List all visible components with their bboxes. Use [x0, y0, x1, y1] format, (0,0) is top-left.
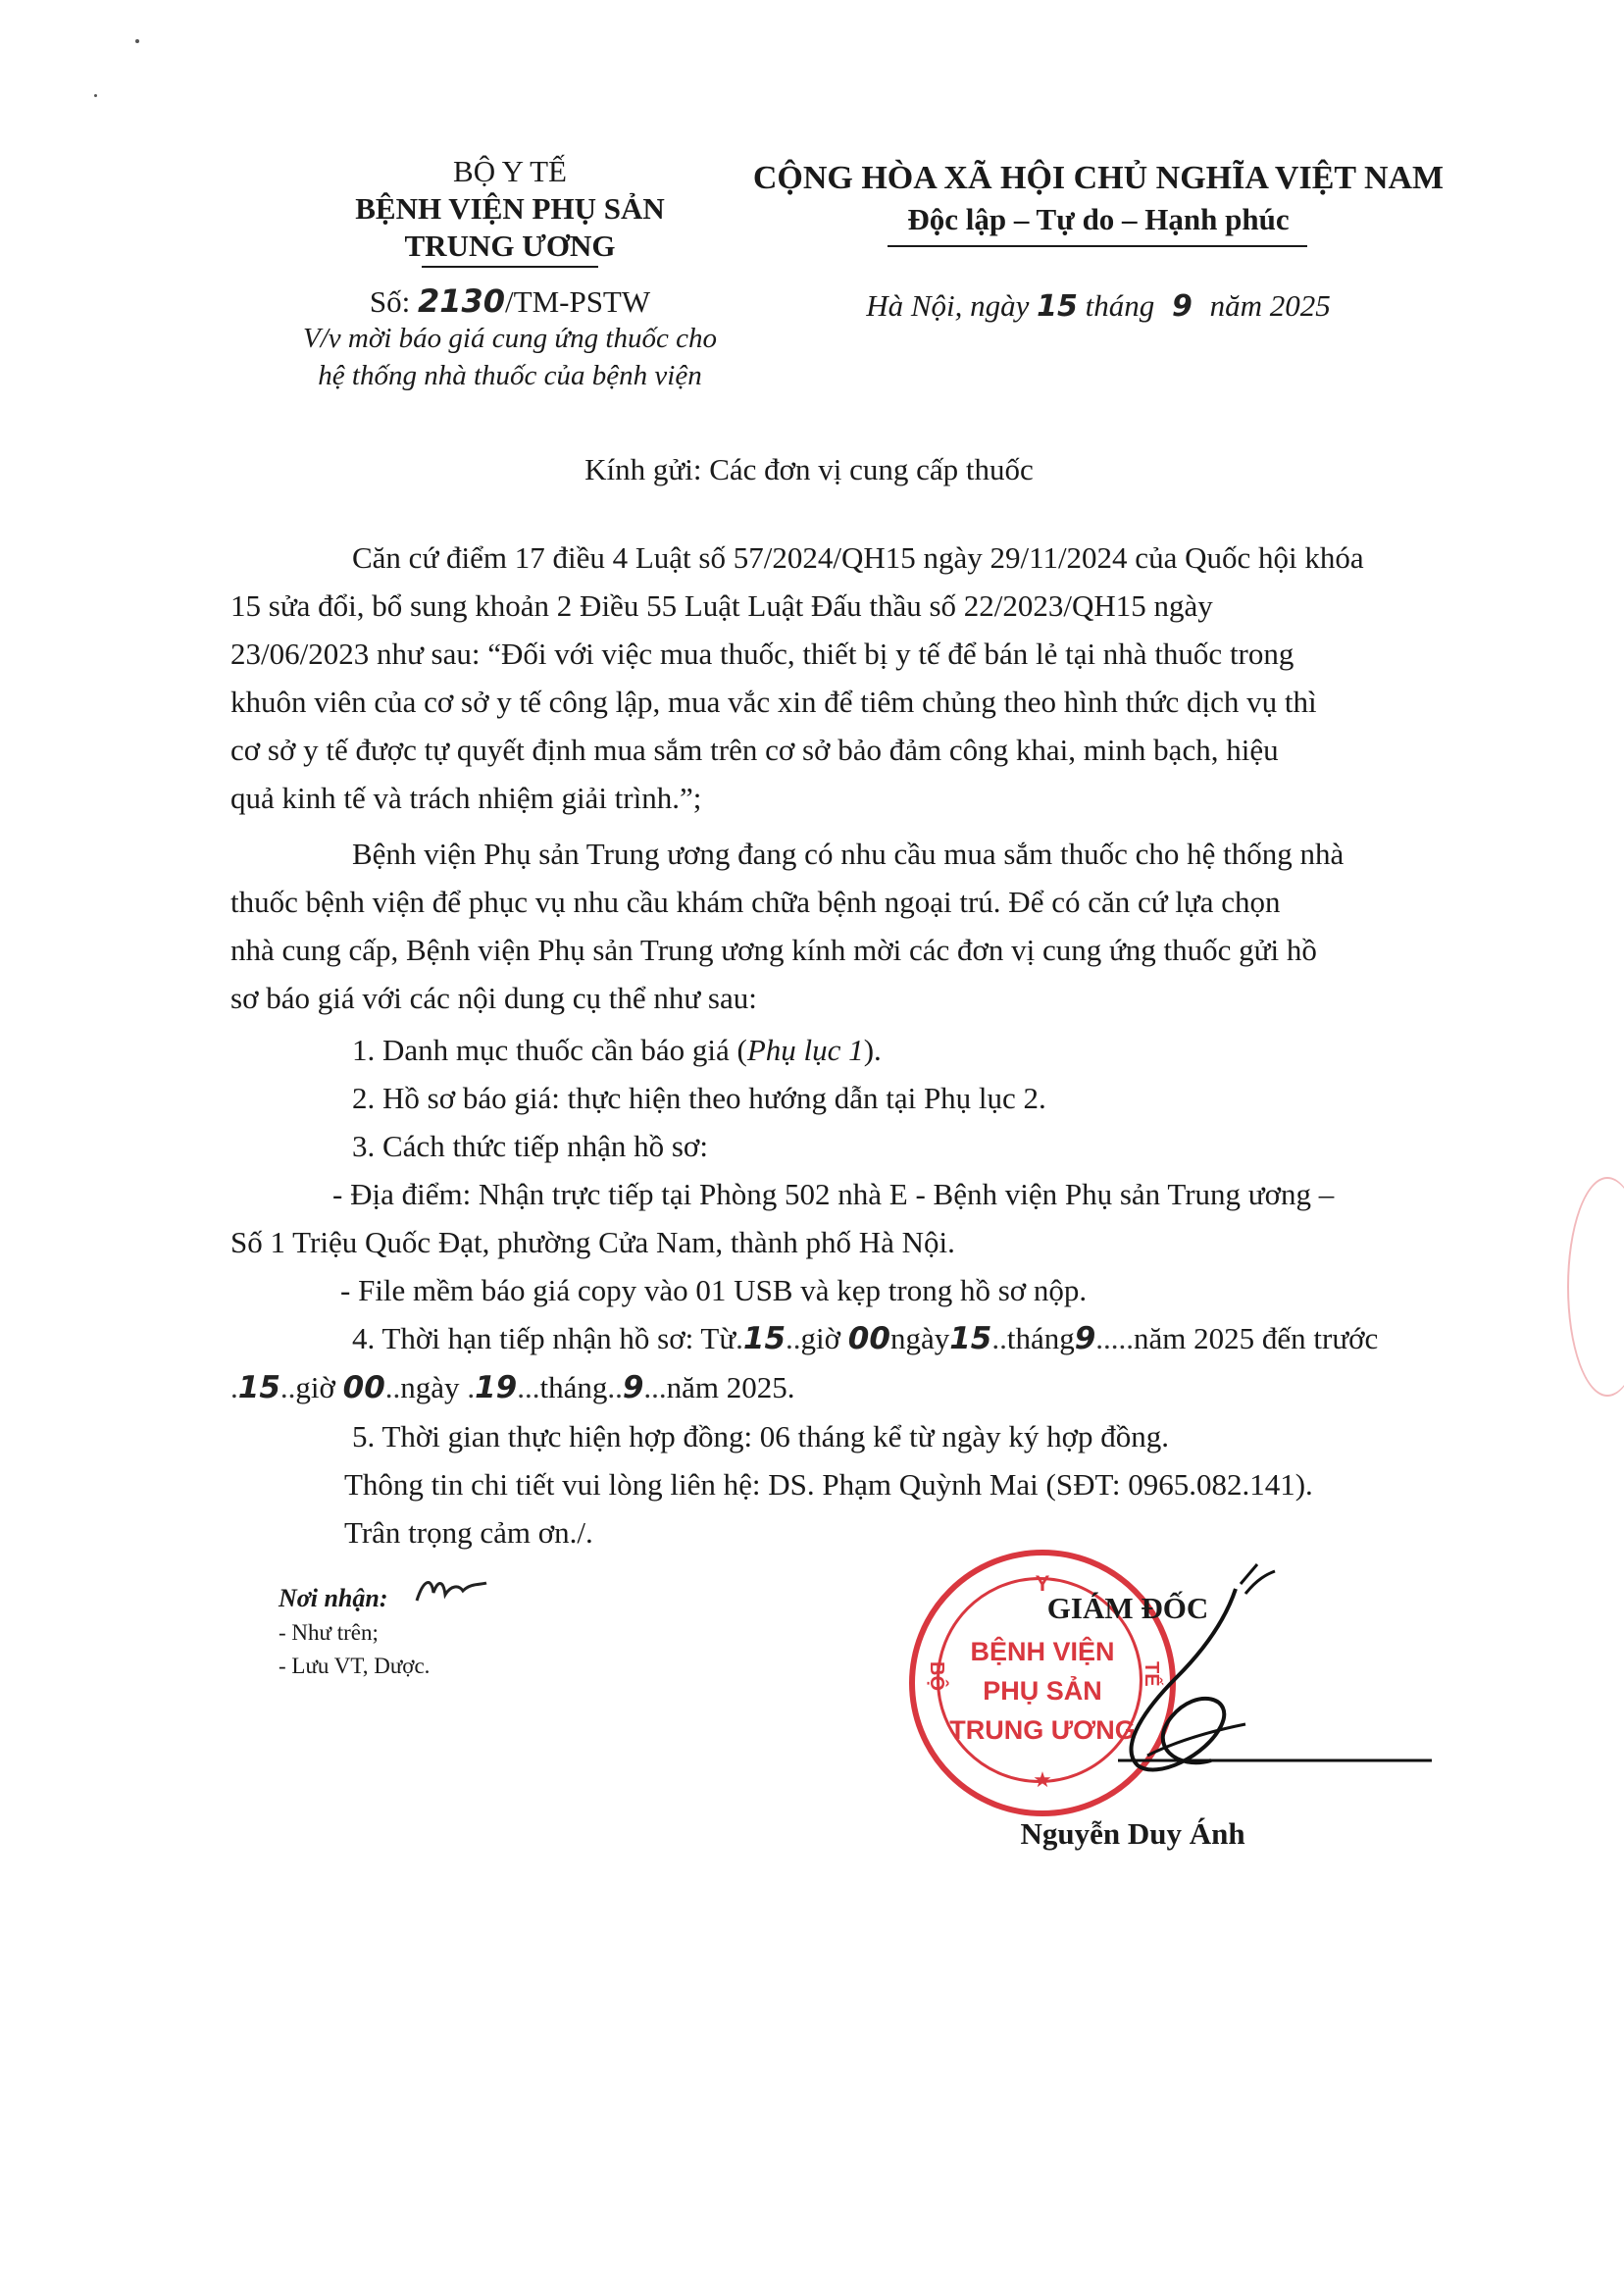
to-month: 9	[622, 1370, 644, 1405]
from-hour: 15	[742, 1321, 787, 1356]
item-4-range-end: năm 2025 đến trước	[1134, 1321, 1379, 1355]
date-month-label: tháng	[1085, 288, 1155, 323]
number-prefix: Số:	[369, 284, 411, 319]
from-day-label: ngày	[889, 1321, 950, 1355]
item-1-text: 1. Danh mục thuốc cần báo giá (	[352, 1033, 747, 1067]
to-hour: 15	[237, 1370, 280, 1405]
p1-line6: quả kinh tế và trách nhiệm giải trình.”;	[230, 781, 702, 815]
p1-line1: Căn cứ điểm 17 điều 4 Luật số 57/2024/QH15 ngày 29/11/2024 của Quốc hội khóa	[352, 540, 1364, 575]
star-icon: ★	[1033, 1767, 1052, 1792]
number-suffix: /TM-PSTW	[505, 284, 651, 319]
subject-line2: hệ thống nhà thuốc của bệnh viện	[318, 360, 702, 391]
date-line	[755, 286, 1442, 327]
initial-mark	[412, 1571, 490, 1610]
recipients-title: Nơi nhận:	[279, 1584, 388, 1612]
paragraph-1	[230, 534, 1466, 822]
date-month: 9	[1172, 289, 1193, 324]
items-list	[230, 1026, 1466, 1556]
to-day-label: ngày	[400, 1370, 460, 1404]
hospital-name-line1: BỆNH VIỆN PHỤ SẢN	[355, 191, 665, 226]
stamp-right-word: TẾ	[1141, 1661, 1162, 1687]
p2-line2: thuốc bệnh viện để phục vụ nhu cầu khám chữa bệnh ngoại trú. Để có căn cứ lựa chọn	[230, 885, 1281, 919]
ministry-name: BỘ Y TẾ	[453, 154, 567, 188]
signer-position: GIÁM ĐỐC	[1046, 1591, 1209, 1625]
recipients-line2: - Lưu VT, Dược.	[279, 1654, 431, 1678]
item-1-appendix: Phụ lục 1	[746, 1033, 864, 1067]
file-line: - File mềm báo giá copy vào 01 USB và kẹp trong hồ sơ nộp.	[340, 1273, 1088, 1307]
to-month-label: tháng	[539, 1370, 608, 1404]
p2-line4: sơ báo giá với các nội dung cụ thể như sau:	[230, 981, 757, 1015]
from-day: 15	[949, 1321, 992, 1356]
subject-line1: V/v mời báo giá cung ứng thuốc cho	[303, 323, 717, 354]
to-day: 19	[475, 1370, 518, 1405]
stamp-left-word: BỘ	[926, 1661, 947, 1691]
p2-line1: Bệnh viện Phụ sản Trung ương đang có nhu cầu mua sắm thuốc cho hệ thống nhà	[352, 837, 1345, 871]
stamp-line2: PHỤ SẢN	[983, 1676, 1102, 1706]
p2-line3: nhà cung cấp, Bệnh viện Phụ sản Trung ương kính mời các đơn vị cung ứng thuốc gửi hồ	[230, 933, 1317, 967]
item-1-end: ).	[863, 1033, 882, 1067]
date-day: 15	[1037, 289, 1078, 324]
header-right	[716, 157, 1481, 239]
number-value: 2130	[417, 282, 506, 320]
stamp-top-letter: Y	[1035, 1571, 1050, 1596]
to-hour-label: giờ	[295, 1370, 335, 1404]
from-minute: 00	[847, 1321, 890, 1356]
to-year: năm 2025.	[666, 1370, 795, 1404]
handwritten-signature	[1000, 1559, 1451, 1805]
header-left-underline	[422, 266, 598, 268]
signer-name: Nguyễn Duy Ánh	[1020, 1816, 1245, 1851]
header-left	[245, 153, 775, 265]
item-4-label: 4. Thời hạn tiếp nhận hồ sơ: Từ	[352, 1321, 736, 1355]
item-1	[230, 1026, 1466, 1074]
hospital-name-line2: TRUNG ƯƠNG	[404, 229, 616, 263]
stamp-line1: BỆNH VIỆN	[970, 1637, 1115, 1666]
from-month: 9	[1074, 1321, 1096, 1356]
from-hour-label: giờ	[800, 1321, 841, 1355]
item-3: 3. Cách thức tiếp nhận hồ sơ:	[352, 1129, 708, 1163]
recipients-line1: - Như trên;	[279, 1620, 379, 1645]
subject	[245, 320, 775, 394]
motto-underline	[888, 245, 1307, 247]
stamp-line3: TRUNG ƯƠNG	[949, 1715, 1136, 1745]
item-4-line1: 4. Thời hạn tiếp nhận hồ sơ: Từ.15..giờ 00ngày15..tháng9.....năm 2025 đến trước	[352, 1321, 1379, 1356]
p1-line3: 23/06/2023 như sau: “Đối với việc mua thuốc, thiết bị y tế để bán lẻ tại nhà thuốc trong	[230, 637, 1294, 671]
recipient-line: Kính gửi: Các đơn vị cung cấp thuốc	[584, 452, 1034, 486]
item-4-line2: .15..giờ 00..ngày .19...tháng..9...năm 2025.	[230, 1370, 795, 1405]
scan-speck	[94, 94, 97, 97]
motto: Độc lập – Tự do – Hạnh phúc	[907, 202, 1290, 236]
item-2: 2. Hồ sơ báo giá: thực hiện theo hướng dẫn tại Phụ lục 2.	[352, 1081, 1046, 1115]
scan-speck	[135, 39, 139, 43]
p1-line4: khuôn viên của cơ sở y tế công lập, mua vắc xin để tiêm chủng theo hình thức dịch vụ thì	[230, 685, 1317, 719]
from-month-label: tháng	[1006, 1321, 1075, 1355]
edge-stamp-mark	[1567, 1177, 1624, 1397]
document-number	[245, 282, 775, 321]
paragraph-2	[230, 830, 1466, 1022]
p1-line5: cơ sở y tế được tự quyết định mua sắm trên cơ sở bảo đảm công khai, minh bạch, hiệu	[230, 733, 1279, 767]
date-year: năm 2025	[1209, 288, 1331, 323]
contact-line: Thông tin chi tiết vui lòng liên hệ: DS. Phạm Quỳnh Mai (SĐT: 0965.082.141).	[344, 1467, 1313, 1502]
thanks-line: Trân trọng cảm ơn./.	[344, 1515, 593, 1550]
date-place: Hà Nội, ngày	[866, 288, 1030, 323]
to-minute: 00	[342, 1370, 385, 1405]
location-line1: - Địa điểm: Nhận trực tiếp tại Phòng 502 nhà E - Bệnh viện Phụ sản Trung ương –	[332, 1177, 1335, 1211]
p1-line2: 15 sửa đổi, bổ sung khoản 2 Điều 55 Luật Luật Đấu thầu số 22/2023/QH15 ngày	[230, 588, 1213, 623]
location-line2: Số 1 Triệu Quốc Đạt, phường Cửa Nam, thành phố Hà Nội.	[230, 1225, 955, 1259]
item-5: 5. Thời gian thực hiện hợp đồng: 06 tháng kể từ ngày ký hợp đồng.	[352, 1419, 1170, 1453]
nation-title: CỘNG HÒA XÃ HỘI CHỦ NGHĨA VIỆT NAM	[752, 160, 1445, 196]
